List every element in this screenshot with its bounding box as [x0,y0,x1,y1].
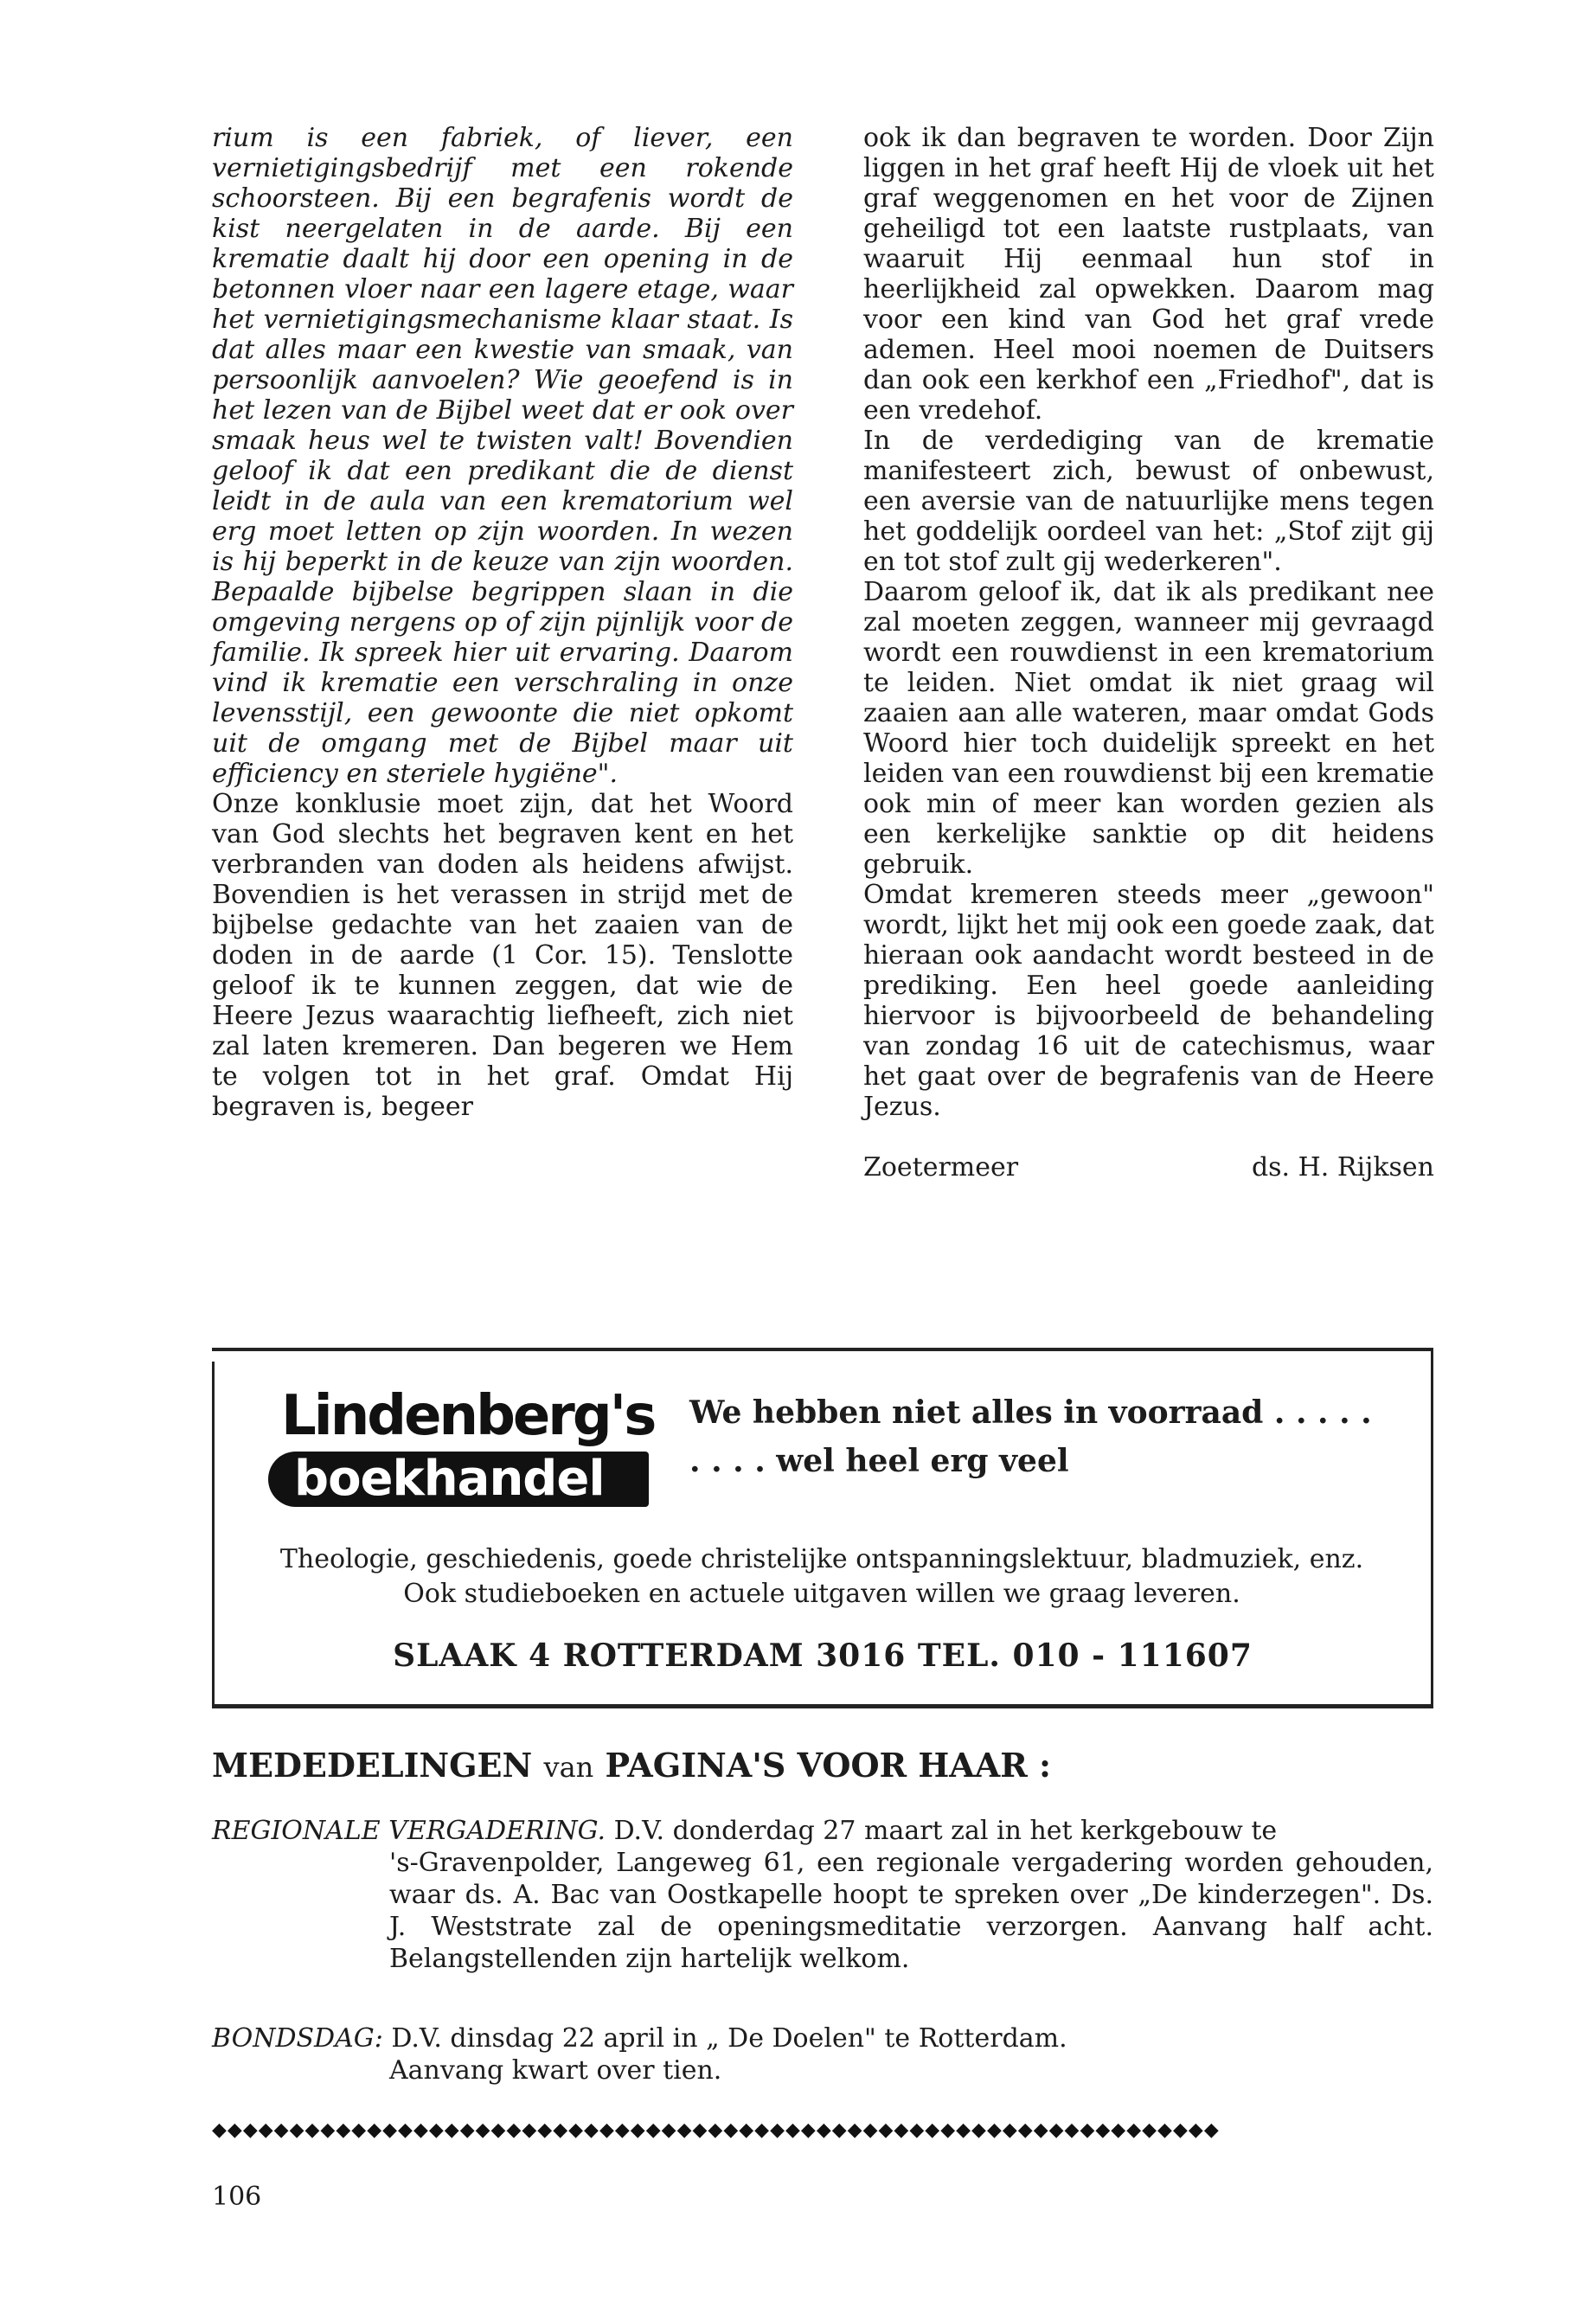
announcement-bondsdag [212,2022,1433,2086]
article-paragraph: In de verdediging van de krematie manifesteert zich, bewust of onbewust, een aversie van de natuurlijke mens tegen het goddelijk oordeel van het: „Stof zijt gij en tot stof zult gij wederkeren". [863,426,1434,577]
announcement-first-line: D.V. donderdag 27 maart zal in het kerkgebouw te [613,1816,1278,1846]
signature-author: ds. H. Rijksen [1251,1152,1434,1183]
logo-subtitle: boekhandel [268,1452,649,1507]
signature-place: Zoetermeer [863,1152,1019,1183]
announcement-label: REGIONALE VERGADERING. [212,1816,606,1846]
ad-description: Theologie, geschiedenis, goede christelijke ontspanningslektuur, bladmuziek, enz. Ook studieboeken en actuele uitgaven willen we graag leveren. [279,1544,1364,1609]
ad-border-top [212,1348,1433,1351]
diamond-divider: ◆◆◆◆◆◆◆◆◆◆◆◆◆◆◆◆◆◆◆◆◆◆◆◆◆◆◆◆◆◆◆◆◆◆◆◆◆◆◆◆◆◆◆◆◆◆◆◆◆◆◆◆◆◆◆◆◆◆◆◆◆◆◆◆◆ [212,2119,1220,2141]
article-paragraph: Daarom geloof ik, dat ik als predikant nee zal moeten zeggen, wanneer mij gevraagd wordt een rouwdienst in een krematorium te leiden. Niet omdat ik niet graag wil zaaien aan alle wateren, maar omdat Gods Woord hier toch duidelijk spreekt en het leiden van een rouwdienst bij een krematie ook min of meer kan worden gezien als een kerkelijke sanktie op dit heidens gebruik. [863,577,1434,880]
article-paragraph: rium is een fabriek, of liever, een vernietigingsbedrijf met een rokende schoorsteen. Bij een begrafenis wordt de kist neergelaten in de aarde. Bij een krematie daalt hij door een opening in de betonnen vloer naar een lagere etage, waar het vernietigingsmechanisme klaar staat. Is dat alles maar een kwestie van smaak, van persoonlijk aanvoelen? Wie geoefend is in het lezen van de Bijbel weet dat er ook over smaak heus wel te twisten valt! Bovendien geloof ik dat een predikant die de dienst leidt in de aula van een krematorium wel erg moet letten op zijn woorden. In wezen is hij beperkt in de keuze van zijn woorden. Bepaalde bijbelse begrippen slaan in die omgeving nergens op of zijn pijnlijk voor de familie. Ik spreek hier uit ervaring. Daarom vind ik krematie een verschraling in onze levensstijl, een gewoonte die niet opkomt uit de omgang met de Bijbel maar uit efficiency en steriele hygiëne". [212,123,793,789]
article-right-column [863,123,1434,1183]
article-left-column [212,123,793,1122]
logo-name: Lindenberg's [281,1384,655,1448]
page-number: 106 [212,2182,262,2212]
announcement-first-line: D.V. dinsdag 22 april in „ De Doelen" te Rotterdam. [391,2023,1067,2054]
title-part: PAGINA'S VOOR HAAR : [605,1746,1052,1785]
ad-tagline-2: . . . . wel heel erg veel [689,1443,1069,1479]
ad-tagline-1: We hebben niet alles in voorraad . . . . . [689,1394,1372,1431]
article-paragraph: Onze konklusie moet zijn, dat het Woord van God slechts het begraven kent en het verbranden van doden als heidens afwijst. Bovendien is het verassen in strijd met de bijbelse gedachte van het zaaien van de doden in de aarde (1 Cor. 15). Tenslotte geloof ik te kunnen zeggen, dat wie de Heere Jezus waarachtig liefheeft, zich niet zal laten kremeren. Dan begeren we Hem te volgen tot in het graf. Omdat Hij begraven is, begeer [212,789,793,1122]
article-paragraph: ook ik dan begraven te worden. Door Zijn liggen in het graf heeft Hij de vloek uit het graf weggenomen en het voor de Zijnen geheiligd tot een laatste rustplaats, van waaruit Hij eenmaal hun stof in heerlijkheid zal opwekken. Daarom mag voor een kind van God het graf vrede ademen. Heel mooi noemen de Duitsers dan ook een kerkhof een „Friedhof", dat is een vredehof. [863,123,1434,426]
announcement-regional-meeting [212,1815,1433,1975]
bookshop-logo [264,1384,670,1514]
ad-address: SLAAK 4 ROTTERDAM 3016 TEL. 010 - 111607 [393,1638,1253,1674]
article-paragraph: Omdat kremeren steeds meer „gewoon" wordt, lijkt het mij ook een goede zaak, dat hieraan ook aandacht wordt besteed in de prediking. Een heel goede aanleiding hiervoor is bijvoorbeeld de behandeling van zondag 16 uit de catechismus, waar het gaat over de begrafenis van de Heere Jezus. [863,880,1434,1122]
announcements-title [212,1746,1051,1785]
title-part: MEDEDELINGEN [212,1746,533,1785]
title-part: van [543,1751,594,1784]
announcement-body: Aanvang kwart over tien. [389,2055,722,2086]
signature [863,1152,1434,1183]
announcement-body: 's-Gravenpolder, Langeweg 61, een regionale vergadering worden gehouden, waar ds. A. Bac van Oostkapelle hoopt te spreken over „De kinderzegen". Ds. J. Weststrate zal de openingsmeditatie verzorgen. Aanvang half acht. Belangstellenden zijn hartelijk welkom. [389,1848,1433,1974]
announcement-label: BONDSDAG: [212,2023,383,2054]
ad-border-bottom [212,1704,1433,1708]
